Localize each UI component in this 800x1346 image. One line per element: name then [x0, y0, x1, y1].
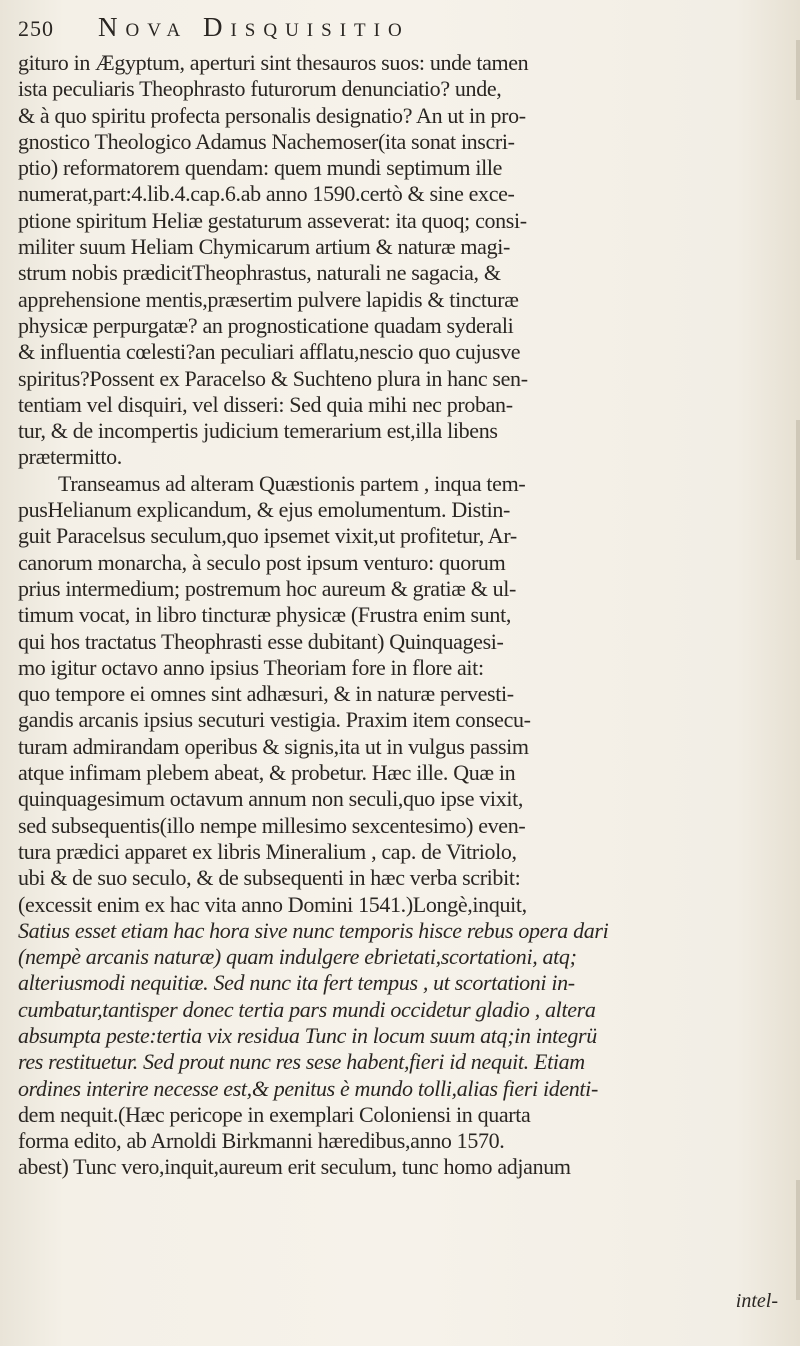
text-line: mo igitur octavo anno ipsius Theoriam fore in flore ait:: [18, 654, 484, 680]
text-line: ptio) reformatorem quendam: quem mundi septimum ille: [18, 155, 503, 181]
text-line: pusHelianum explicandum, & ejus emolumentum. Distin-: [18, 497, 511, 523]
text-line: qui hos tractatus Theophrasti esse dubitant) Quinquagesi-: [18, 628, 504, 654]
text-line: tur, & de incompertis judicium temerarium est,illa libens: [18, 418, 498, 444]
text-line: prius intermedium; postremum hoc aureum & gratiæ & ul-: [18, 575, 517, 601]
text-line: Transeamus ad alteram Quæstionis partem , inqua tem-: [58, 470, 526, 496]
text-line: atque infimam plebem abeat, & probetur. Hæc ille. Quæ in: [18, 760, 516, 786]
page-edge-mark: [796, 40, 800, 100]
text-line: & influentia cœlesti?an peculiari afflatu,nescio quo cujusve: [18, 339, 521, 365]
text-line: ordines interire necesse est,& penitus è mundo tolli,alias fieri identi-: [18, 1075, 598, 1101]
text-line: Satius esset etiam hac hora sive nunc temporis hisce rebus opera dari: [18, 917, 609, 943]
text-line: ista peculiaris Theophrasto futurorum denunciatio? unde,: [18, 76, 502, 102]
text-line: numerat,part:4.lib.4.cap.6.ab anno 1590.certò & sine exce-: [18, 181, 515, 207]
text-line: ptione spiritum Heliæ gestaturum asseverat: ita quoq; consi-: [18, 207, 527, 233]
text-line: apprehensione mentis,præsertim pulvere lapidis & tincturæ: [18, 286, 519, 312]
catchword: intel-: [735, 1290, 778, 1312]
running-title: Nova Disquisitio: [98, 12, 410, 42]
text-line: & à quo spiritu profecta personalis designatio? An ut in pro-: [18, 102, 526, 128]
text-line: forma edito, ab Arnoldi Birkmanni hæredibus,anno 1570.: [18, 1128, 505, 1154]
text-line: gnostico Theologico Adamus Nachemoser(ita sonat inscri-: [18, 128, 515, 154]
text-line: dem nequit.(Hæc pericope in exemplari Coloniensi in quarta: [18, 1101, 531, 1127]
text-line: timum vocat, in libro tincturæ physicæ (Frustra enim sunt,: [18, 602, 511, 628]
text-line: gandis arcanis ipsius secuturi vestigia. Praxim item consecu-: [18, 707, 531, 733]
text-line: giturо in Ægyptum, aperturi sint thesauros suos: unde tamen: [18, 50, 529, 75]
text-line: quinquagesimum octavum annum non seculi,quo ipse vixit,: [18, 786, 524, 812]
text-line: prætermitto.: [18, 444, 122, 470]
page-header: [14, 12, 774, 46]
text-line: guit Paracelsus seculum,quo ipsemet vixit,ut profitetur, Ar-: [18, 523, 517, 549]
text-line: absumpta peste:tertia vix residua Tunc in locum suum atq;in integrü: [18, 1022, 597, 1048]
text-line: ubi & de suo seculo, & de subsequenti in hæc verba scribit:: [18, 865, 521, 891]
text-line: (excessit enim ex hac vita anno Domini 1541.)Longè,inquit,: [18, 891, 527, 917]
text-line: cumbatur,tantisper donec tertia pars mundi occidetur gladio , altera: [18, 996, 596, 1022]
text-line: militer suum Heliam Chymicarum artium & naturæ magi-: [18, 234, 510, 260]
text-line: tura prædici apparet ex libris Mineralium , cap. de Vitriolo,: [18, 838, 517, 864]
text-line: spiritus?Possent ex Paracelso & Suchteno plura in hanc sen-: [18, 365, 528, 391]
body-text: [18, 50, 770, 1181]
text-line: strum nobis prædicitTheophrastus, naturali ne sagacia, &: [18, 260, 501, 286]
text-line: turam admirandam operibus & signis,ita ut in vulgus passim: [18, 733, 529, 759]
text-line: (nempè arcanis naturæ) quam indulgere ebrietati,scortationi, atq;: [18, 944, 577, 970]
page-edge-mark: [796, 420, 800, 560]
text-line: res restituetur. Sed prout nunc res sese habent,fieri id nequit. Etiam: [18, 1049, 585, 1075]
text-line: canorum monarcha, à seculo post ipsum venturo: quorum: [18, 549, 506, 575]
text-line: abest) Tunc vero,inquit,aureum erit seculum, tunc homo adjanum: [18, 1154, 571, 1180]
text-line: sed subsequentis(illo nempe millesimo sexcentesimo) even-: [18, 812, 526, 838]
text-line: quo tempore ei omnes sint adhæsuri, & in naturæ pervesti-: [18, 681, 514, 707]
text-line: physicæ perpurgatæ? an prognosticatione quadam syderali: [18, 312, 514, 338]
page-edge-mark: [796, 1180, 800, 1300]
page-number: 250: [18, 16, 54, 41]
text-line: alteriusmodi nequitiæ. Sed nunc ita fert tempus , ut scortationi in-: [18, 970, 575, 996]
text-line: tentiam vel disquiri, vel disseri: Sed quia mihi nec proban-: [18, 391, 513, 417]
